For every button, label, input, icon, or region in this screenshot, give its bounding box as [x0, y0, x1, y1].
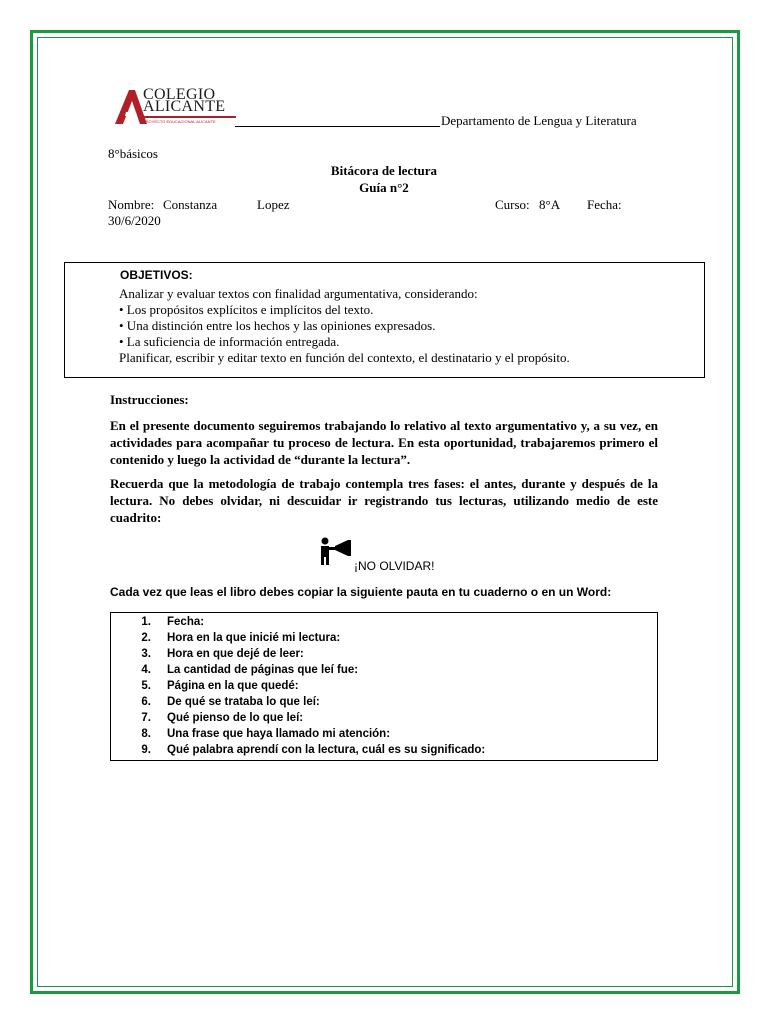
list-item-text: Página en la que quedé:	[167, 680, 299, 692]
list-item-number: 5.	[141, 680, 151, 692]
list-item-number: 2.	[141, 632, 151, 644]
curso-value: 8°A	[539, 197, 561, 212]
list-item-number: 8.	[141, 728, 151, 740]
list-item-text: Qué pienso de lo que leí:	[167, 712, 304, 724]
objective-line: • Una distinción entre los hechos y las opiniones expresados.	[119, 318, 436, 333]
reminder-text: ¡NO OLVIDAR!	[354, 559, 435, 573]
list-item-text: Una frase que haya llamado mi atención:	[167, 728, 391, 740]
list-item-number: 6.	[141, 696, 151, 708]
logo-line1: COLEGIO	[143, 86, 216, 103]
list-item-text: Hora en la que inicié mi lectura:	[167, 632, 341, 644]
objective-line: Analizar y evaluar textos con finalidad argumentativa, considerando:	[119, 286, 478, 301]
objective-line: • La suficiencia de información entregada.	[119, 334, 340, 349]
objective-line: Planificar, escribir y editar texto en función del contexto, el destinatario y el propósito.	[119, 350, 570, 365]
pauta-list-box	[110, 612, 658, 761]
document-title: Bitácora de lectura	[330, 163, 438, 178]
school-logo	[113, 86, 237, 126]
list-item-number: 3.	[141, 648, 151, 660]
list-item-text: Fecha:	[167, 616, 205, 628]
objectives-box	[64, 262, 705, 378]
grade-level: 8°básicos	[108, 146, 158, 161]
list-item-text: De qué se trataba lo que leí:	[167, 696, 320, 708]
list-item-number: 7.	[141, 712, 151, 724]
instructions-paragraph-2: Recuerda que la metodología de trabajo contempla tres fases: el antes, durante y después de la lectura. No debes olvidar, ni descuidar ir registrando tus lecturas, utilizando medio de este cuadrito:	[110, 476, 658, 525]
instructions-paragraph-1: En el presente documento seguiremos trabajando lo relativo al texto argumentativo y, a su vez, en actividades para acompañar tu proceso de lectura. En esta oportunidad, trabajaremos primero el contenido y luego la actividad de “durante la lectura”.	[110, 418, 658, 467]
objectives-heading: OBJETIVOS:	[120, 268, 193, 282]
list-item-number: 9.	[141, 744, 151, 756]
curso-label: Curso:	[495, 197, 530, 212]
list-item-number: 4.	[141, 664, 151, 676]
objective-line: • Los propósitos explícitos e implícitos del texto.	[119, 302, 374, 317]
logo-line2: ALICANTE	[143, 98, 226, 115]
document-subtitle: Guía n°2	[359, 180, 409, 195]
department-name: Departamento de Lengua y Literatura	[441, 113, 637, 128]
megaphone-person-icon	[318, 537, 352, 565]
list-item-number: 1.	[141, 616, 151, 628]
list-item-text: Hora en que dejé de leer:	[167, 648, 304, 660]
fecha-label: Fecha:	[587, 197, 622, 212]
list-item-text: Qué palabra aprendí con la lectura, cuál es su significado:	[167, 744, 486, 756]
nombre-label: Nombre:	[108, 197, 155, 212]
department-blank-line	[235, 112, 440, 127]
fecha-value: 30/6/2020	[108, 213, 161, 228]
logo-underline	[139, 116, 236, 118]
logo-tagline: PROYECTO EDUCACIONAL ALICANTE	[143, 119, 216, 124]
list-item-text: La cantidad de páginas que leí fue:	[167, 664, 359, 676]
student-last-name: Lopez	[257, 197, 290, 212]
pauta-intro: Cada vez que leas el libro debes copiar la siguiente pauta en tu cuaderno o en un Word:	[110, 585, 612, 599]
instructions-heading: Instrucciones:	[110, 392, 189, 407]
student-first-name: Constanza	[163, 197, 218, 212]
